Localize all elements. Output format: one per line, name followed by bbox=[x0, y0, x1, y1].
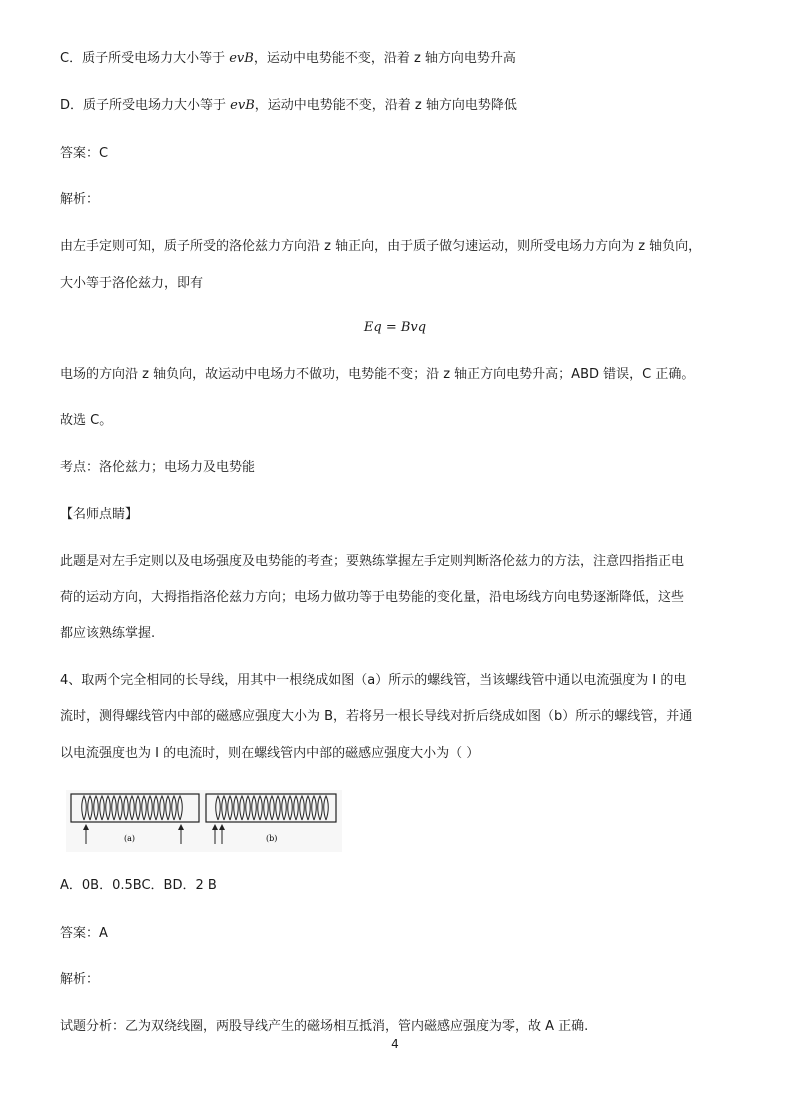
choice-3: 故选 C。 bbox=[60, 413, 113, 428]
analysis-label-3: 解析： bbox=[60, 192, 100, 207]
q4-line2: 流时，测得螺线管内中部的磁感应强度大小为 B，若将另一根长导线对折后绕成如图（b）所示的螺线管，并通 bbox=[60, 709, 693, 724]
q4-line3: 以电流强度也为 I 的电流时，则在螺线管内中部的磁感应强度大小为（ ） bbox=[60, 746, 480, 761]
figure-label-b: (b) bbox=[266, 834, 278, 843]
analysis-3-line1: 由左手定则可知，质子所受的洛伦兹力方向沿 z 轴正向，由于质子做匀速运动，则所受电场力方向为 z 轴负向， bbox=[60, 239, 702, 254]
q4-options: A．0B．0.5BC．BD．2 B bbox=[60, 878, 217, 893]
analysis-4: 试题分析：乙为双绕线圈，两股导线产生的磁场相互抵消，管内磁感应强度为零，故 A 正确. bbox=[60, 1019, 589, 1034]
mingshi-line1: 此题是对左手定则以及电场强度及电势能的考查；要熟练掌握左手定则判断洛伦兹力的方法，注意四指指正电 bbox=[60, 554, 685, 569]
mingshi-line3: 都应该熟练掌握. bbox=[60, 626, 156, 641]
answer-4: 答案：A bbox=[60, 926, 108, 941]
q4-line1: 4、取两个完全相同的长导线，用其中一根绕成如图（a）所示的螺线管，当该螺线管中通以电流强度为 I 的电 bbox=[60, 673, 687, 688]
option-c-prefix: C．质子所受电场力大小等于 bbox=[60, 51, 230, 66]
answer-3: 答案：C bbox=[60, 146, 109, 161]
solenoid-figure bbox=[66, 790, 342, 852]
option-d-math: evB bbox=[230, 98, 255, 113]
kaodian: 考点：洛伦兹力；电场力及电势能 bbox=[60, 460, 256, 475]
page-number: 4 bbox=[391, 1037, 399, 1051]
mingshi-line2: 荷的运动方向，大拇指指洛伦兹力方向；电场力做功等于电势能的变化量，沿电场线方向电势逐渐降低，这些 bbox=[60, 590, 685, 605]
option-c bbox=[60, 50, 516, 68]
option-c-suffix: ，运动中电势能不变，沿着 z 轴方向电势升高 bbox=[253, 51, 516, 66]
analysis-3-line2: 大小等于洛伦兹力，即有 bbox=[60, 276, 204, 291]
analysis-3-line3: 电场的方向沿 z 轴负向，故运动中电场力不做功，电势能不变；沿 z 轴正方向电势升高；ABD 错误，C 正确。 bbox=[60, 367, 695, 382]
equation: Eq = Bvq bbox=[363, 320, 427, 335]
figure-label-a: (a) bbox=[124, 834, 136, 843]
option-d-prefix: D．质子所受电场力大小等于 bbox=[60, 98, 231, 113]
mingshi-heading: 【名师点睛】 bbox=[60, 507, 139, 522]
analysis-label-4: 解析： bbox=[60, 972, 100, 987]
option-d-suffix: ，运动中电势能不变，沿着 z 轴方向电势降低 bbox=[254, 98, 517, 113]
option-d bbox=[60, 97, 517, 115]
option-c-math: evB bbox=[229, 51, 254, 66]
